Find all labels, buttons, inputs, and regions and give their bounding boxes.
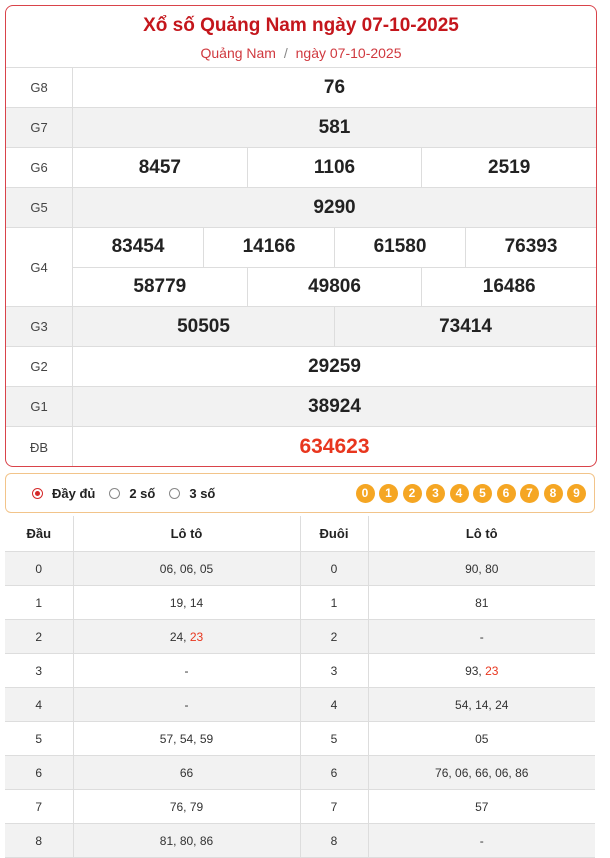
prize-number: 38924 [308,395,361,417]
prize-label: G4 [6,228,73,306]
prize-label: G5 [6,188,73,227]
loto-tail-digit-text: 6 [330,765,338,780]
loto-head-list-text: 24, [169,629,190,644]
col-tail-loto: Lô tô [368,516,595,552]
loto-head-digit-text: 8 [35,833,43,848]
prize-label: G2 [6,347,73,386]
loto-tail-list-text: 93, [465,663,486,678]
loto-head-digit [5,654,73,688]
loto-tail-list-text: 57 [475,799,489,814]
loto-tail-digit [300,688,368,722]
loto-tail-digit-text: 4 [330,697,338,712]
loto-tail-list [368,722,595,756]
breadcrumb [6,44,596,62]
prize-number: 83454 [111,236,165,258]
loto-tail-digit-text: 7 [330,799,338,814]
radio-two-digits[interactable] [109,488,120,499]
loto-head-digit [5,552,73,586]
loto-head-digit [5,722,73,756]
loto-row [5,756,595,790]
loto-head-list-text: - [184,663,189,678]
prize-label: G8 [6,68,73,107]
loto-row [5,688,595,722]
loto-tail-list [368,620,595,654]
loto-head-list-text: 06, 06, 05 [159,561,214,576]
loto-tail-digit [300,756,368,790]
loto-tail-list [368,552,595,586]
loto-tail-digit-text: 0 [330,561,338,576]
prize-number: 14166 [203,228,334,267]
loto-tail-digit-text: 5 [330,731,338,746]
loto-tail-list [368,688,595,722]
loto-tail-list [368,790,595,824]
prize-values [73,307,596,346]
prize-number: 58779 [133,275,187,297]
loto-tail-digit [300,790,368,824]
prize-number: 61580 [334,228,465,267]
loto-row [5,722,595,756]
prize-row [6,307,596,347]
loto-head-digit [5,790,73,824]
loto-tail-list-text: - [479,833,484,848]
loto-head-list [73,586,300,620]
prize-values [73,347,596,386]
prize-label: G1 [6,387,73,426]
prize-line [73,267,596,307]
prize-values [73,228,596,306]
option-three-digits-label: 3 số [189,485,216,501]
special-loto-highlight: 23 [189,629,204,644]
col-tail: Đuôi [300,516,368,552]
loto-head-digit [5,756,73,790]
loto-head-list-text: - [184,697,189,712]
digit-filter-9[interactable]: 9 [567,484,586,503]
loto-tail-list-text: 76, 06, 66, 06, 86 [435,765,529,780]
prize-row [6,427,596,467]
prize-values [73,188,596,227]
loto-head-list-text: 81, 80, 86 [159,833,214,848]
special-loto-highlight: 23 [485,663,499,678]
loto-head-list [73,552,300,586]
prize-number: 29259 [308,355,361,377]
prize-row [6,387,596,427]
loto-tail-digit-text: 8 [330,833,338,848]
digit-filter-7[interactable]: 7 [520,484,539,503]
loto-tail-digit-text: 2 [330,629,338,644]
loto-tail-list-text: - [479,629,484,644]
prize-label: G3 [6,307,73,346]
prize-label: G6 [6,148,73,187]
loto-head-digit-text: 2 [35,629,43,644]
prize-line [73,148,596,187]
prize-values [73,427,596,467]
loto-head-list [73,790,300,824]
loto-row [5,824,595,858]
loto-tail-list [368,756,595,790]
prize-values [73,108,596,147]
loto-tail-digit-text: 3 [330,663,338,678]
loto-head-list [73,688,300,722]
loto-tail-digit [300,824,368,858]
loto-head-list [73,824,300,858]
display-options-bar [5,473,595,513]
prize-line [73,108,596,147]
loto-row [5,654,595,688]
radio-three-digits[interactable] [169,488,180,499]
option-three-digits[interactable] [169,486,215,501]
loto-head-digit [5,688,73,722]
prize-number: 1106 [247,148,422,187]
loto-row [5,586,595,620]
digit-filter-0[interactable]: 0 [356,484,375,503]
prize-values [73,387,596,426]
prize-number: 73414 [334,307,596,346]
col-head-loto: Lô tô [73,516,300,552]
loto-body [5,552,595,858]
result-header [6,6,596,68]
prize-number: 50505 [177,315,230,337]
digit-filter-4[interactable]: 4 [450,484,469,503]
loto-tail-digit [300,722,368,756]
loto-tail-digit [300,552,368,586]
result-card [5,5,597,467]
loto-head-list [73,722,300,756]
prize-number: 581 [318,116,351,138]
prize-label: ĐB [6,427,73,467]
prize-row [6,68,596,108]
loto-head-list-text: 57, 54, 59 [159,731,214,746]
prize-values [73,68,596,107]
prize-row [6,188,596,228]
prize-table [6,68,596,467]
prize-line [73,188,596,227]
loto-header-row [5,516,595,552]
loto-head-digit-text: 6 [35,765,43,780]
loto-row [5,552,595,586]
loto-head-digit-text: 3 [35,663,43,678]
loto-tail-digit-text: 1 [330,595,338,610]
loto-head-list-text: 66 [179,765,194,780]
loto-head-digit-text: 0 [35,561,43,576]
loto-head-digit-text: 5 [35,731,43,746]
breadcrumb-separator: / [283,45,288,61]
prize-row [6,347,596,387]
loto-tail-digit [300,620,368,654]
loto-head-digit [5,824,73,858]
option-full[interactable] [32,486,95,501]
loto-head-digit-text: 4 [35,697,43,712]
prize-number: 76393 [465,228,596,267]
breadcrumb-date-link[interactable]: ngày 07-10-2025 [295,45,402,61]
digit-filter-2[interactable]: 2 [403,484,422,503]
loto-tail-list [368,586,595,620]
loto-head-list-text: 76, 79 [169,799,204,814]
prize-number: 8457 [138,156,181,178]
prize-number: 49806 [247,268,422,307]
digit-filter-5[interactable]: 5 [473,484,492,503]
loto-head-list-text: 19, 14 [169,595,204,610]
loto-row [5,620,595,654]
loto-head-list [73,620,300,654]
loto-tail-digit [300,586,368,620]
digit-filter-1[interactable]: 1 [379,484,398,503]
loto-head-digit-text: 1 [35,595,43,610]
loto-tail-list-text: 05 [475,731,489,746]
prize-line [73,347,596,386]
loto-tail-list-text: 81 [475,595,489,610]
special-prize-number: 634623 [299,435,370,458]
prize-number: 16486 [421,268,596,307]
loto-row [5,790,595,824]
loto-tail-digit [300,654,368,688]
radio-full[interactable] [32,488,43,499]
prize-number: 2519 [421,148,596,187]
digit-filter-group [351,484,586,503]
prize-number: 76 [323,76,346,98]
prize-row [6,108,596,148]
loto-tail-list-text: 54, 14, 24 [455,697,509,712]
prize-line [73,427,596,467]
digit-filter-8[interactable]: 8 [544,484,563,503]
prize-line [73,228,596,267]
loto-tail-list [368,654,595,688]
digit-filter-6[interactable]: 6 [497,484,516,503]
digit-filter-3[interactable]: 3 [426,484,445,503]
option-two-digits[interactable] [109,486,155,501]
loto-head-digit [5,586,73,620]
option-two-digits-label: 2 số [129,485,156,501]
breadcrumb-region-link[interactable]: Quảng Nam [200,45,276,61]
loto-table [5,516,595,858]
prize-row [6,228,596,307]
prize-line [73,387,596,426]
prize-line [73,68,596,107]
loto-tail-list-text: 90, 80 [465,561,499,576]
loto-head-digit-text: 7 [35,799,43,814]
option-full-label: Đầy đủ [52,485,96,501]
prize-label: G7 [6,108,73,147]
loto-head-digit [5,620,73,654]
col-head: Đầu [5,516,73,552]
loto-tail-list [368,824,595,858]
loto-head-list [73,654,300,688]
prize-values [73,148,596,187]
page-title: Xổ số Quảng Nam ngày 07-10-2025 [143,15,459,36]
prize-line [73,307,596,346]
loto-head-list [73,756,300,790]
prize-row [6,148,596,188]
prize-number: 9290 [313,196,356,218]
